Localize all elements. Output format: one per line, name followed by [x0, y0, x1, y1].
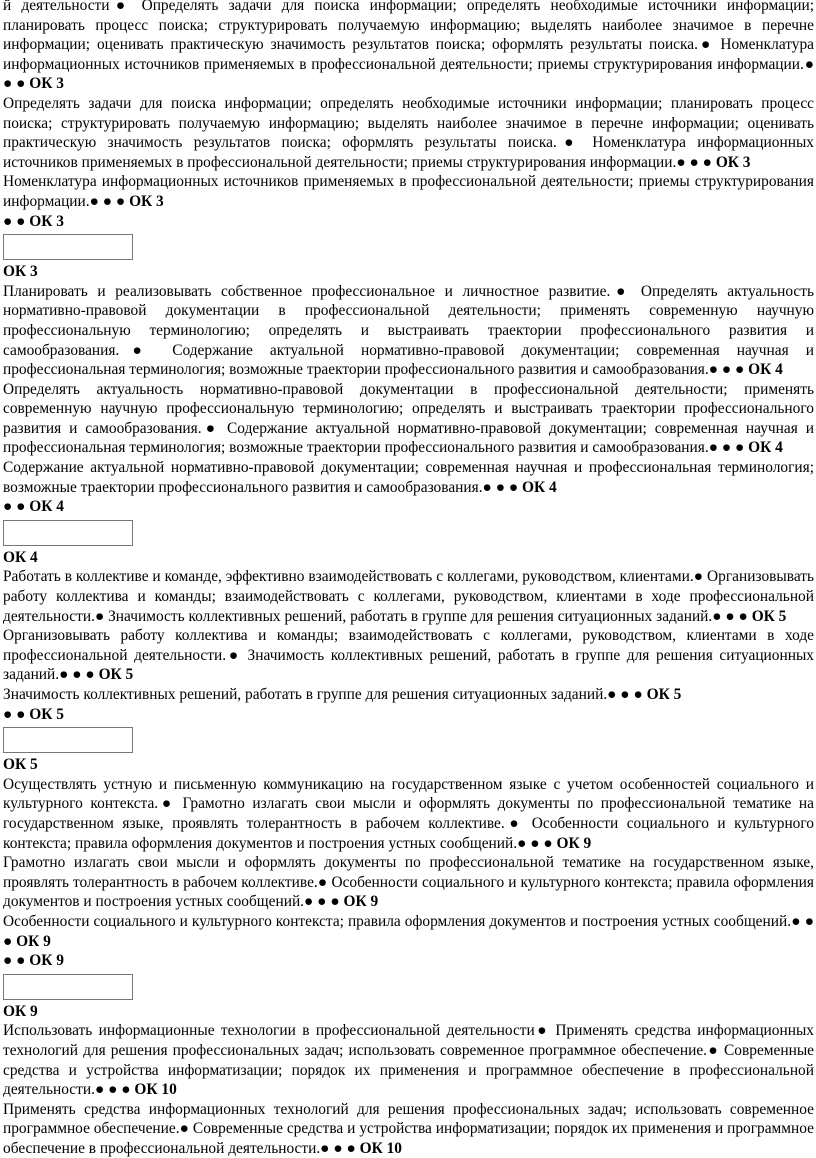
empty-cell-box: [3, 520, 133, 546]
competence-code: ОК 3: [715, 153, 751, 171]
empty-cell-box: [3, 727, 133, 753]
section-heading: ОК 4: [3, 548, 38, 566]
paragraph-text: й деятельности● Определять задачи для поиска информации; определять необходимые источники информации; планировать процесс поиска; структурировать получаемую информацию; выделять наиболее значимое в перечне информации; оценивать практическую значимость результатов поиска; оформлять результаты поиска.● Номенклатура информационных источников применяемых в профессиональной деятельности; приемы структурирования информации.● ● ●: [3, 0, 814, 93]
competence-code: ОК 9: [29, 952, 64, 970]
paragraph-text: Работать в коллективе и команде, эффективно взаимодействовать с коллегами, руководством, клиентами.● Организовывать работу коллектива и команды; взаимодействовать с коллегами, руководством, клиентами в ходе профессиональной деятельности.● Значимость коллективных решений, работать в группе для решения ситуационных заданий.● ● ●: [3, 568, 814, 625]
paragraph: [3, 685, 816, 705]
paragraph-text: Осуществлять устную и письменную коммуникацию на государственном языке с учетом особенностей социального и культурного контекста.● Грамотно излагать свои мысли и оформлять документы по профессиональной тематике на государственном языке, проявлять толерантность в рабочем коллективе.● Особенности социального и культурного контекста; правила оформления документов и построения устных сообщений.● ● ●: [3, 775, 814, 852]
paragraph: [3, 912, 816, 951]
paragraph: [3, 172, 816, 211]
paragraph: [3, 1100, 816, 1158]
competence-code: ОК 9: [343, 893, 379, 911]
paragraph: [3, 94, 816, 172]
bullet-marks: ● ●: [3, 952, 30, 970]
competence-code: ОК 10: [359, 1139, 402, 1157]
competence-code: ОК 4: [748, 361, 783, 379]
paragraph: [3, 626, 816, 685]
competence-code: ОК 10: [134, 1081, 177, 1099]
competence-code: ОК 5: [98, 666, 134, 684]
paragraph: [3, 282, 816, 380]
paragraph-text: Особенности социального и культурного контекста; правила оформления документов и построения устных сообщений.● ● ●: [3, 912, 814, 950]
bullet-marks: ● ●: [3, 498, 30, 516]
competence-code: ОК 3: [29, 75, 64, 93]
competence-code: ОК 9: [556, 834, 592, 852]
competence-code: ОК 5: [29, 705, 64, 723]
paragraph: [3, 458, 816, 497]
paragraph: [3, 212, 816, 232]
bullet-marks: ● ●: [3, 212, 30, 230]
competence-code: ОК 4: [29, 498, 64, 516]
bullet-marks: ● ●: [3, 705, 30, 723]
competence-code: ОК 5: [751, 607, 787, 625]
competence-code: ОК 5: [646, 686, 682, 703]
paragraph-text: Определять задачи для поиска информации; определять необходимые источники информации; планировать процесс поиска; структурировать получаемую информацию; выделять наиболее значимое в перечне информации; оценивать практическую значимость результатов поиска; оформлять результаты поиска.● Номенклатура информационных источников применяемых в профессиональной деятельности; приемы структурирования информации.● ● ●: [3, 94, 814, 171]
paragraph: [3, 0, 816, 94]
paragraph-text: Применять средства информационных технологий для решения профессиональных задач; использовать современное программное обеспечение.● Современные средства и устройства информатизации; порядок их применения и программное обеспечение в профессиональной деятельности.● ● ●: [3, 1100, 814, 1157]
paragraph: [3, 1021, 816, 1099]
paragraph-text: Использовать информационные технологии в профессиональной деятельности● Применять средства информационных технологий для решения профессиональных задач; использовать современное программное обеспечение.● Современные средства и устройства информатизации; порядок их применения и программное обеспечение в профессиональной деятельности.● ● ●: [3, 1022, 814, 1099]
section-heading: ОК 9: [3, 1002, 38, 1020]
paragraph: [3, 951, 816, 971]
competence-code: ОК 9: [16, 932, 51, 950]
paragraph-text: Организовывать работу коллектива и команды; взаимодействовать с коллегами, руководством, клиентами в ходе профессиональной деятельности.● Значимость коллективных решений, работать в группе для решения ситуационных заданий.● ● ●: [3, 627, 814, 684]
paragraph-text: Номенклатура информационных источников применяемых в профессиональной деятельности; приемы структурирования информации.● ● ●: [3, 173, 814, 210]
empty-cell-box: [3, 974, 133, 1000]
paragraph-text: Планировать и реализовывать собственное профессиональное и личностное развитие.● Определять актуальность нормативно-правовой документации в профессиональной деятельности; применять современную научную профессиональную терминологию; определять и выстраивать траектории профессионального развития и самообразования.● Содержание актуальной нормативно-правовой документации; современная научная и профессиональная терминология; возможные траектории профессионального развития и самообразования.● ● ●: [3, 282, 814, 379]
empty-cell-box: [3, 234, 133, 260]
paragraph: [3, 497, 816, 517]
paragraph-text: Значимость коллективных решений, работать в группе для решения ситуационных заданий.● ● ●: [3, 686, 647, 703]
competence-code: ОК 4: [521, 478, 557, 496]
paragraph-text: Грамотно излагать свои мысли и оформлять документы по профессиональной тематике на государственном языке, проявлять толерантность в рабочем коллективе.● Особенности социального и культурного контекста; правила оформления документов и построения устных сообщений.● ● ●: [3, 854, 814, 911]
paragraph: [3, 567, 816, 626]
paragraph: [3, 775, 816, 853]
section-heading: ОК 3: [3, 263, 38, 281]
competence-code: ОК 4: [748, 439, 783, 457]
paragraph: [3, 380, 816, 458]
paragraph-text: Определять актуальность нормативно-правовой документации в профессиональной деятельности; применять современную научную профессиональную терминологию; определять и выстраивать траектории профессионального развития и самообразования.● Содержание актуальной нормативно-правовой документации; современная научная и профессиональная терминология; возможные траектории профессионального развития и самообразования.● ● ●: [3, 380, 814, 457]
competence-code: ОК 3: [29, 212, 64, 230]
section-heading: ОК 5: [3, 756, 38, 774]
paragraph: [3, 705, 816, 725]
competence-code: ОК 3: [129, 192, 164, 210]
paragraph-text: Содержание актуальной нормативно-правовой документации; современная научная и профессиональная терминология; возможные траектории профессионального развития и самообразования.● ● ●: [3, 459, 814, 496]
paragraph: [3, 853, 816, 912]
